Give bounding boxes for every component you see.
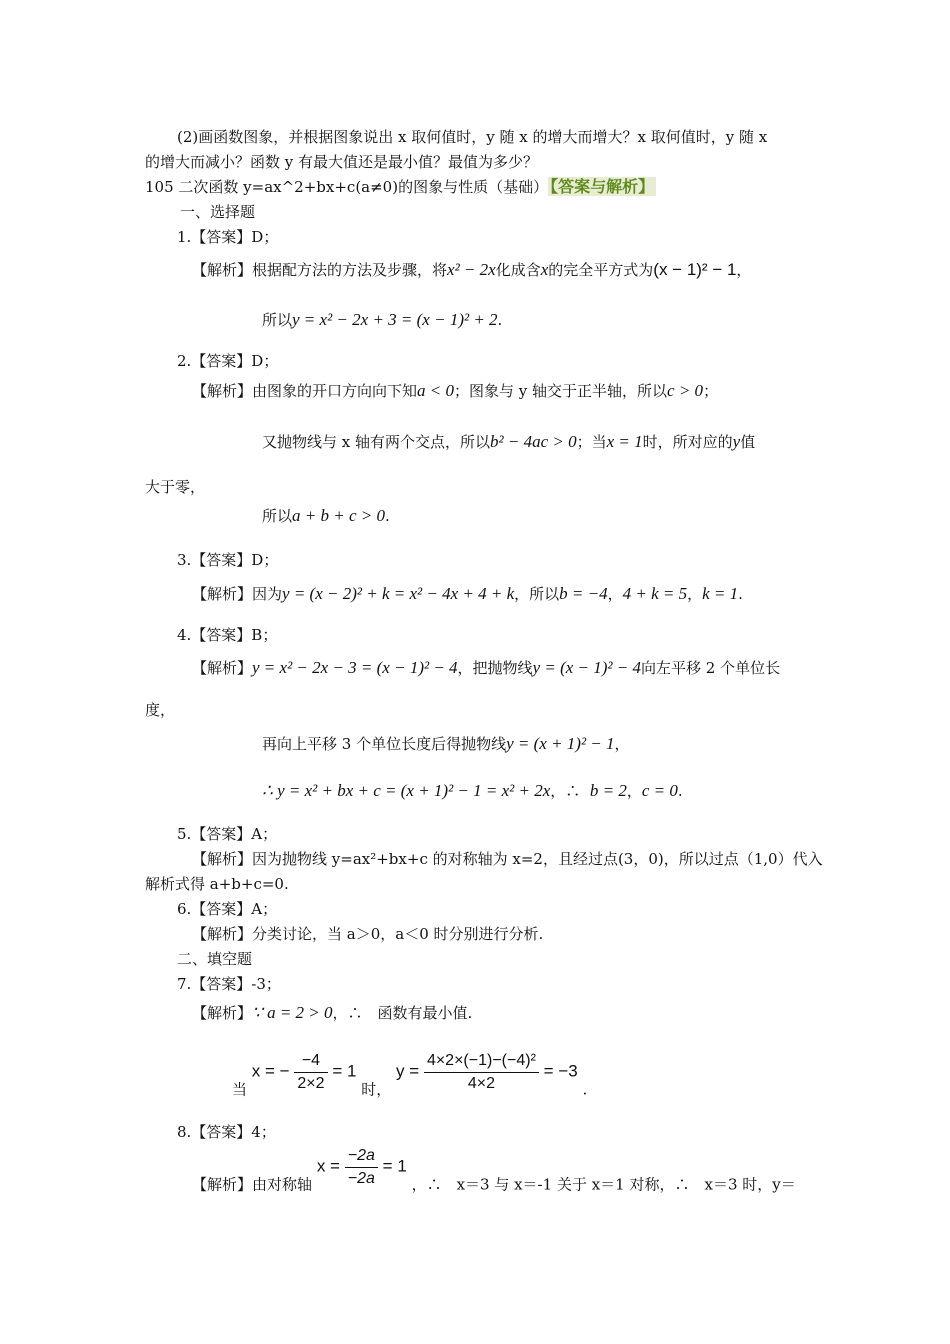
fraction: $\frac{\text{4×2×(−1)−(−4)²}}{4\times 2}$: [424, 1050, 539, 1095]
formula: x =: [316, 1156, 340, 1176]
q8-answer: 8.【答案】4；: [177, 1123, 276, 1141]
q7-answer: 7.【答案】-3；: [177, 975, 281, 993]
q5-explain-2: 解析式得 a+b+c=0.: [145, 875, 289, 893]
formula: y = (x + 1)² − 1: [506, 734, 615, 753]
formula: b² − 4ac > 0: [490, 432, 577, 451]
formula: x: [540, 260, 549, 279]
formula: x = −: [251, 1061, 290, 1081]
formula: y = (x − 2)² + k = x² − 4x + 4 + k: [282, 584, 515, 603]
q4-explain-2: 度，: [145, 701, 176, 719]
q4-explain-3: 再向上平移 3 个单位长度后得抛物线y = (x + 1)² − 1，: [262, 734, 630, 753]
formula: b = −4: [559, 584, 608, 603]
intro-line-2: 的增大而减小？函数 y 有最大值还是最小值？最值为多少？: [145, 153, 539, 171]
formula: ∵ a = 2 > 0: [252, 1003, 333, 1022]
q2-explain: 【解析】由图象的开口方向向下知a < 0；图象与 y 轴交于正半轴，所以c > 0；: [192, 381, 719, 400]
answer-highlight: 【答案与解析】: [550, 177, 655, 196]
formula: y = (x − 1)² − 4: [532, 658, 641, 677]
explain-label: 【解析】: [192, 585, 253, 603]
formula: c > 0: [667, 381, 704, 400]
q7-explain-2: 当 x = − $\frac{-4}{2\times 2}$ = 1 时， y = $\frac{\text{4×2×(−1)−(−4)²}}{4\times 2}$ = −3 .: [232, 1052, 588, 1099]
explain-label: 【解析】: [192, 850, 253, 868]
q5-explain: 【解析】因为抛物线 y=ax²+bx+c 的对称轴为 x=2，且经过点(3，0)，所以过点（1,0）代入: [192, 850, 823, 868]
formula: ∴ y = x² + bx + c = (x + 1)² − 1 = x² + 2x: [262, 781, 551, 800]
formula: 4 + k = 5: [622, 584, 688, 603]
formula: y: [732, 432, 741, 451]
q4-explain-4: ∴ y = x² + bx + c = (x + 1)² − 1 = x² + 2x，∴ b = 2，c = 0.: [262, 781, 683, 800]
formula: y = x² − 2x + 3 = (x − 1)² + 2: [292, 310, 498, 329]
q5-answer: 5.【答案】A；: [177, 825, 278, 843]
explain-label: 【解析】: [192, 261, 253, 279]
formula: = 1: [382, 1156, 407, 1176]
explain-label: 【解析】: [192, 1004, 253, 1022]
formula: (x − 1)² − 1: [653, 260, 737, 279]
q2-answer: 2.【答案】D；: [177, 352, 279, 370]
q2-explain-2: 又抛物线与 x 轴有两个交点，所以b² − 4ac > 0；当x = 1时，所对应的y值: [262, 432, 756, 451]
q8-explain: 【解析】由对称轴 x = $\frac{-2a}{-2a}$ = 1 ，∴ x＝3 与 x＝-1 关于 x＝1 对称，∴ x＝3 时，y＝: [192, 1147, 796, 1194]
formula: y =: [396, 1061, 420, 1081]
formula: x² − 2x: [447, 260, 496, 279]
intro-line-1: (2)画函数图象，并根据图象说出 x 取何值时，y 随 x 的增大而增大？x 取何值时，y 随 x: [177, 128, 768, 146]
q7-explain: 【解析】∵ a = 2 > 0，∴ 函数有最小值.: [192, 1003, 473, 1022]
q2-explain-3: 大于零，: [145, 478, 206, 496]
q1-explain: 【解析】根据配方法的方法及步骤，将x² − 2x化成含x的完全平方式为(x − 1)² − 1，: [192, 260, 752, 279]
fraction: $\frac{-4}{2\times 2}$: [294, 1050, 327, 1095]
header: [145, 176, 656, 198]
section-choice: 一、选择题: [180, 203, 256, 221]
explain-label: 【解析】: [192, 925, 253, 943]
q2-explain-4: 所以a + b + c > 0.: [262, 506, 390, 525]
formula: a + b + c > 0: [292, 506, 385, 525]
formula: b = 2: [589, 781, 627, 800]
explain-label: 【解析】: [192, 659, 253, 677]
q3-explain: 【解析】因为y = (x − 2)² + k = x² − 4x + 4 + k，所以b = −4，4 + k = 5，k = 1.: [192, 584, 743, 603]
fraction: $\frac{-2a}{-2a}$: [345, 1145, 378, 1190]
q4-explain: 【解析】y = x² − 2x − 3 = (x − 1)² − 4，把抛物线y = (x − 1)² − 4向左平移 2 个单位长: [192, 658, 781, 677]
formula: a < 0: [417, 381, 455, 400]
section-fill: 二、填空题: [177, 950, 253, 968]
explain-label: 【解析】: [192, 1175, 253, 1194]
q1-answer: 1.【答案】D；: [177, 228, 279, 246]
q1-explain-2: 所以y = x² − 2x + 3 = (x − 1)² + 2.: [262, 310, 503, 329]
formula: = −3: [543, 1061, 578, 1081]
formula: x = 1: [606, 432, 643, 451]
q4-answer: 4.【答案】B；: [177, 626, 278, 644]
formula: = 1: [332, 1061, 357, 1081]
q6-answer: 6.【答案】A；: [177, 900, 278, 918]
formula: k = 1: [702, 584, 739, 603]
q6-explain: 【解析】分类讨论，当 a＞0，a＜0 时分别进行分析.: [192, 925, 544, 943]
formula: y = x² − 2x − 3 = (x − 1)² − 4: [252, 658, 458, 677]
q3-answer: 3.【答案】D；: [177, 551, 279, 569]
explain-label: 【解析】: [192, 382, 253, 400]
page-title: 105 二次函数 y=ax^2+bx+c(a≠0)的图象与性质（基础）: [145, 178, 549, 196]
formula: c = 0: [641, 781, 678, 800]
